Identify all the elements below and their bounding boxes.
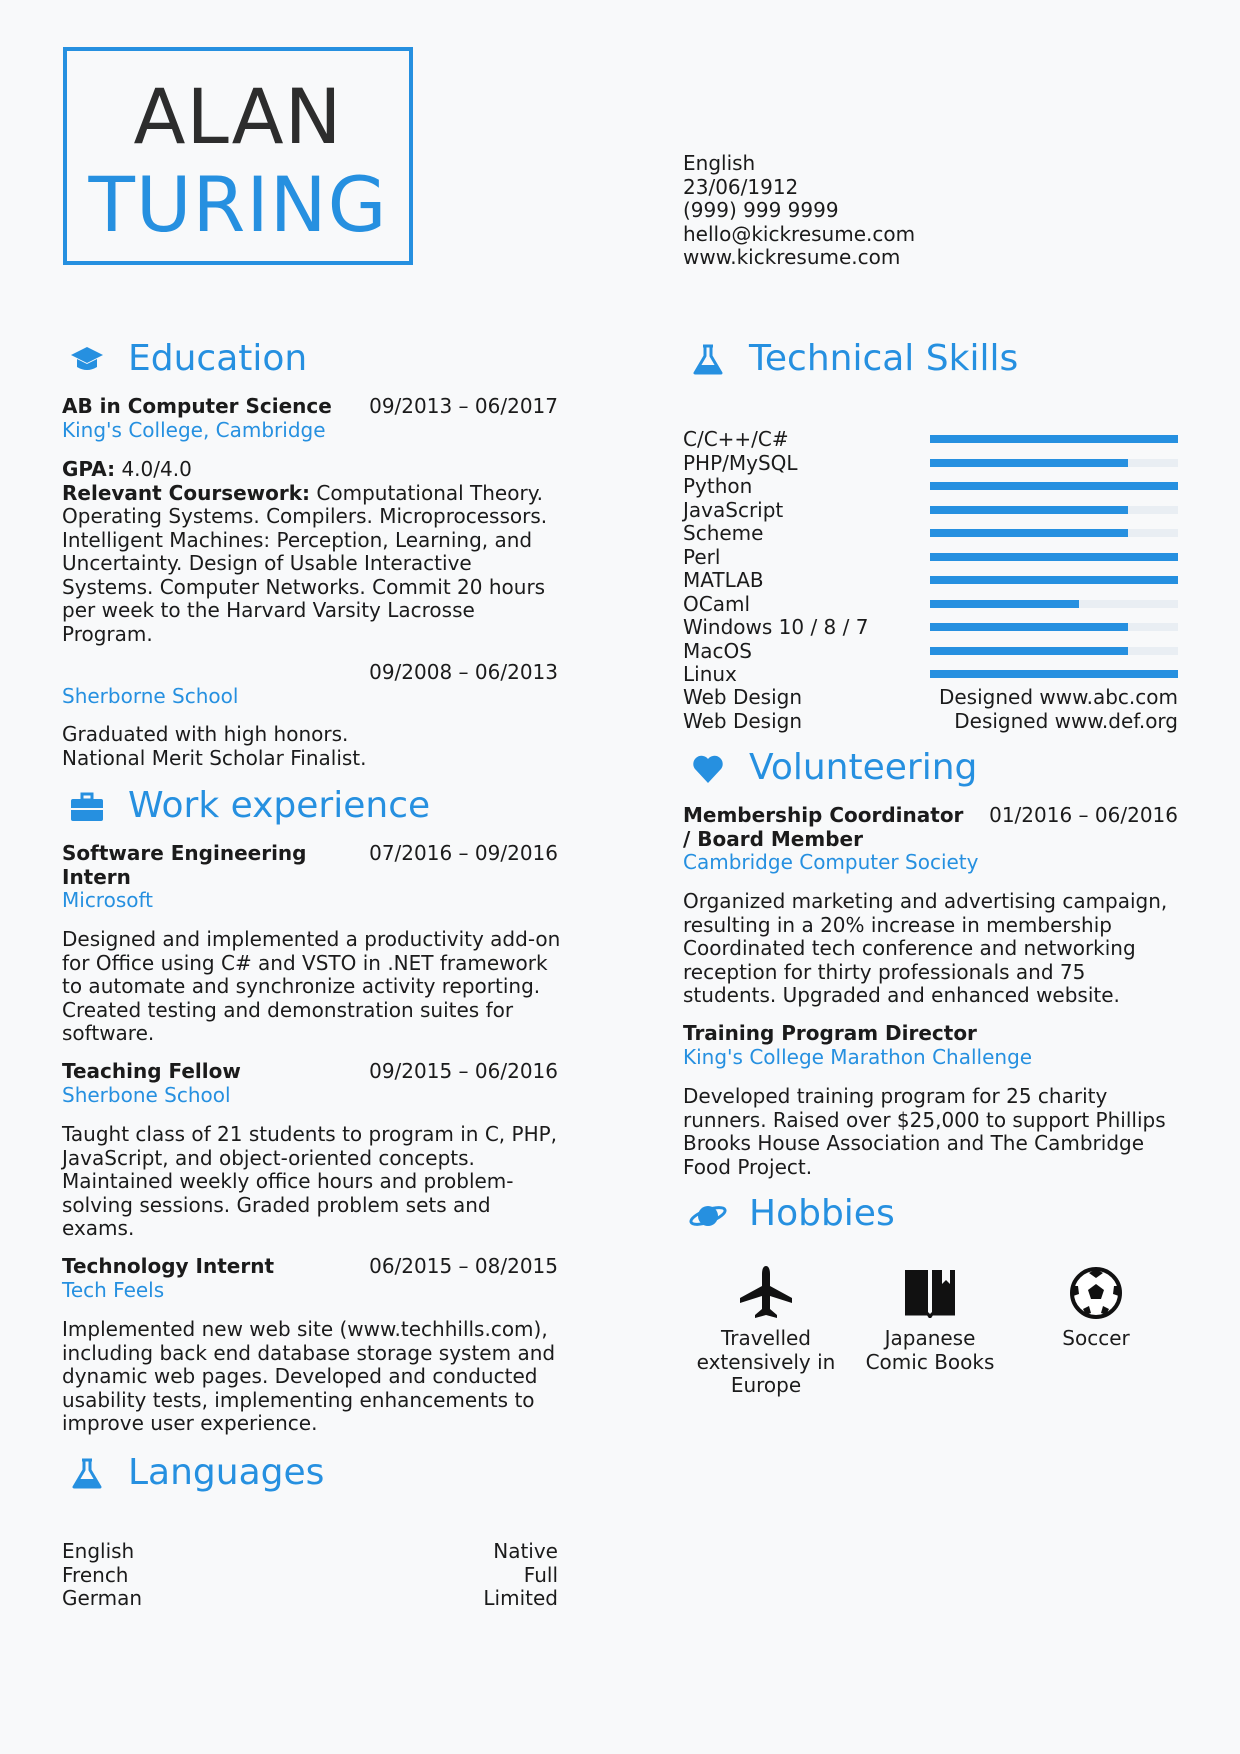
languages-heading: Languages xyxy=(128,1452,325,1493)
airplane-icon xyxy=(738,1264,794,1320)
role-title: Training Program Director xyxy=(683,1021,977,1045)
skill-bar-track xyxy=(930,576,1178,584)
job-title: Teaching Fellow xyxy=(62,1059,241,1083)
job-dates: 09/2015 – 06/2016 xyxy=(369,1059,558,1083)
job-title: Technology Internt xyxy=(62,1254,275,1278)
role-description: Organized marketing and advertising campaign, resulting in a 20% increase in membership Coordinated tech conference and networking reception for thirty professionals and 75 students. Upgraded and enhanced website. xyxy=(683,889,1168,1007)
coursework-line: Intelligent Machines: Perception, Learning, and xyxy=(62,527,533,552)
language-name: English xyxy=(62,1539,135,1563)
hobby-label: Soccer xyxy=(1062,1326,1130,1350)
role-org: King's College Marathon Challenge xyxy=(683,1045,1033,1069)
contact-phone[interactable]: (999) 999 9999 xyxy=(683,198,839,222)
role-org: Cambridge Computer Society xyxy=(683,850,979,874)
degree-title: AB in Computer Science xyxy=(62,394,332,418)
skill-bar-fill xyxy=(930,670,1178,678)
skills-heading: Technical Skills xyxy=(749,338,1019,379)
skill-bar-track xyxy=(930,435,1178,443)
skill-name: Python xyxy=(683,474,753,498)
job-org: Sherbone School xyxy=(62,1083,231,1107)
briefcase-icon xyxy=(70,790,104,824)
skill-bar-track xyxy=(930,553,1178,561)
projects-list xyxy=(683,686,1178,733)
graduation-cap-icon xyxy=(70,343,104,377)
planet-icon xyxy=(689,1199,727,1233)
school2-name: Sherborne School xyxy=(62,684,239,708)
book-icon xyxy=(903,1266,957,1318)
project-name: Web Design xyxy=(683,708,803,733)
project-row xyxy=(683,686,1178,710)
contact-website[interactable]: www.kickresume.com xyxy=(683,245,901,269)
coursework-line: Uncertainty. Design of Usable Interactive xyxy=(62,551,472,575)
project-row xyxy=(683,710,1178,734)
gpa-value: 4.0/4.0 xyxy=(115,457,192,481)
skill-name: MacOS xyxy=(683,638,752,663)
skill-bar-fill xyxy=(930,600,1079,608)
skill-bar-fill xyxy=(930,435,1178,443)
skill-bar-track xyxy=(930,459,1178,467)
skill-bar-fill xyxy=(930,506,1128,514)
language-name: German xyxy=(62,1586,143,1610)
coursework-label: Relevant Coursework: xyxy=(62,480,311,505)
hobby-label: Japanese Comic Books xyxy=(865,1326,995,1374)
coursework-line: Systems. Computer Networks. Commit 20 hours xyxy=(62,574,546,599)
language-level: Native xyxy=(493,1539,558,1563)
language-row xyxy=(62,1564,558,1588)
skill-name: MATLAB xyxy=(683,568,764,592)
contact-block xyxy=(683,152,915,270)
job-dates: 06/2015 – 08/2015 xyxy=(369,1254,558,1278)
skill-bar-fill xyxy=(930,623,1128,631)
skill-bar-track xyxy=(930,623,1178,631)
skill-bar-fill xyxy=(930,647,1128,655)
skill-name: Scheme xyxy=(683,521,764,545)
job-dates: 07/2016 – 09/2016 xyxy=(369,841,558,865)
coursework-line: Operating Systems. Compilers. Microprocessors. xyxy=(62,504,548,528)
hobbies-heading: Hobbies xyxy=(749,1193,895,1234)
language-level: Full xyxy=(523,1562,558,1587)
contact-language: English xyxy=(683,151,756,175)
job-org: Tech Feels xyxy=(62,1278,165,1302)
project-value: Designed www.def.org xyxy=(954,708,1178,733)
project-value: Designed www.abc.com xyxy=(938,685,1178,709)
volunteering-heading: Volunteering xyxy=(749,747,978,788)
skill-name: Linux xyxy=(683,662,737,686)
coursework-line: Program. xyxy=(62,621,153,646)
skill-bar-track xyxy=(930,529,1178,537)
job-description: Taught class of 21 students to program in C, PHP, JavaScript, and object-oriented concepts. Maintained weekly office hours and problem- solving sessions. Graded problem sets and exams. xyxy=(62,1122,558,1240)
education-details xyxy=(62,458,562,646)
role-title: Membership Coordinator / Board Member xyxy=(683,803,964,851)
education-heading: Education xyxy=(128,338,308,379)
skill-bar-track xyxy=(930,600,1178,608)
language-row xyxy=(62,1540,558,1564)
language-name: French xyxy=(62,1562,129,1587)
work-heading: Work experience xyxy=(128,785,431,826)
last-name: TURING xyxy=(88,160,388,249)
coursework-line: Computational Theory. xyxy=(310,480,544,505)
degree-dates: 09/2013 – 06/2017 xyxy=(369,394,558,418)
languages-list xyxy=(62,1540,558,1611)
skill-name: C/C++/C# xyxy=(683,427,789,451)
heart-icon xyxy=(691,752,725,786)
skill-bar-track xyxy=(930,506,1178,514)
job-description: Designed and implemented a productivity add-on for Office using C# and VSTO in .NET framework to automate and synchronize activity reporting. Created testing and demonstration suites for software. xyxy=(62,927,561,1045)
soccer-ball-icon xyxy=(1069,1266,1123,1320)
project-name: Web Design xyxy=(683,685,803,709)
gpa-label: GPA: xyxy=(62,457,116,481)
skill-bar-track xyxy=(930,647,1178,655)
language-row xyxy=(62,1587,558,1611)
job-org: Microsoft xyxy=(62,888,154,912)
skill-name: OCaml xyxy=(683,591,751,616)
contact-birthdate: 23/06/1912 xyxy=(683,174,799,199)
skill-bar-fill xyxy=(930,529,1128,537)
skill-name: Windows 10 / 8 / 7 xyxy=(683,615,869,639)
contact-email[interactable]: hello@kickresume.com xyxy=(683,221,916,246)
skill-name: PHP/MySQL xyxy=(683,450,798,475)
coursework-line: per week to the Harvard Varsity Lacrosse xyxy=(62,598,475,622)
skill-name: Perl xyxy=(683,544,721,569)
skill-bar-track xyxy=(930,482,1178,490)
school2-description: Graduated with high honors. National Merit Scholar Finalist. xyxy=(62,722,367,770)
skill-bar-fill xyxy=(930,459,1128,467)
job-title: Software Engineering Intern xyxy=(62,841,307,889)
job-description: Implemented new web site (www.techhills.com), including back end database storage system and dynamic web pages. Developed and conducted usability tests, implementing enhancements to improve user experience. xyxy=(62,1317,556,1435)
role-dates: 01/2016 – 06/2016 xyxy=(989,803,1178,827)
first-name: ALAN xyxy=(133,72,343,161)
hobby-label: Travelled extensively in Europe xyxy=(696,1326,836,1397)
skill-bar-fill xyxy=(930,576,1178,584)
school2-dates: 09/2008 – 06/2013 xyxy=(369,660,558,684)
skill-bar-fill xyxy=(930,553,1178,561)
skill-name: JavaScript xyxy=(683,497,784,522)
school-name: King's College, Cambridge xyxy=(62,418,326,442)
skill-bar-fill xyxy=(930,482,1178,490)
skill-bar-track xyxy=(930,670,1178,678)
skills-list xyxy=(683,428,868,687)
language-level: Limited xyxy=(483,1586,558,1610)
flask-icon xyxy=(691,343,725,377)
role-description: Developed training program for 25 charity runners. Raised over $25,000 to support Phillips Brooks House Association and The Cambridge Food Project. xyxy=(683,1084,1166,1179)
flask-icon xyxy=(70,1457,104,1491)
